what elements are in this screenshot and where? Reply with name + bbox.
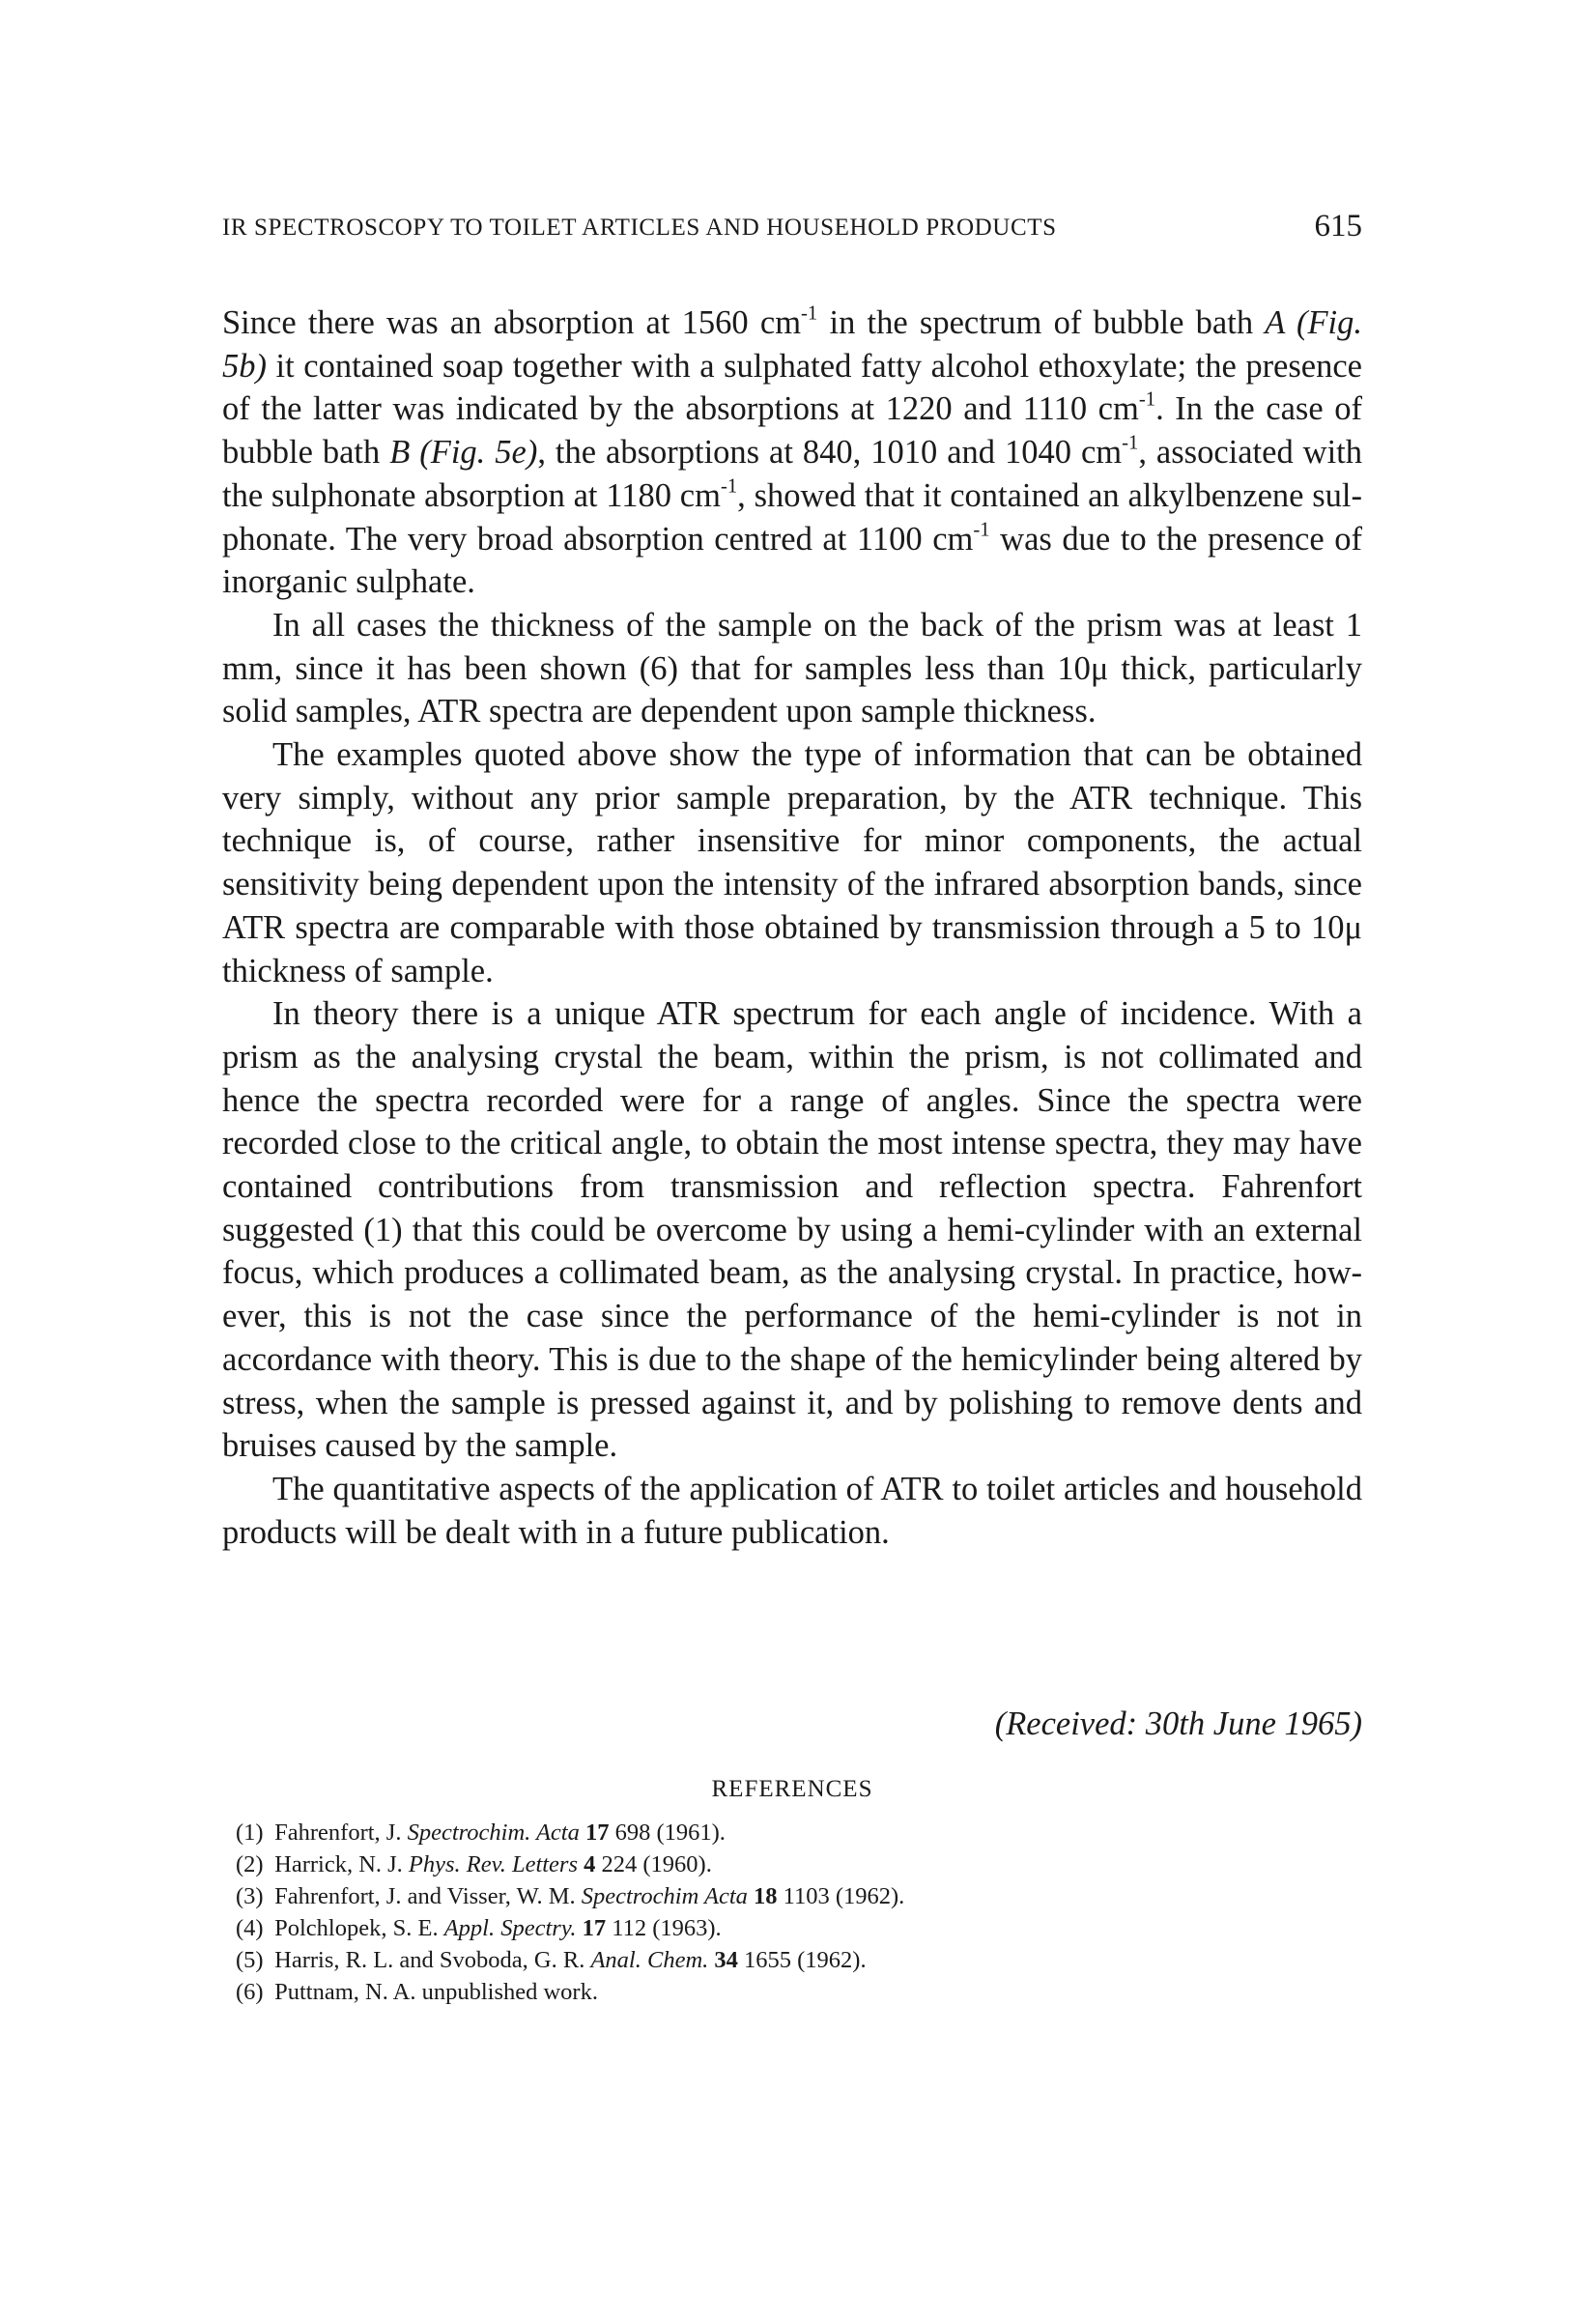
reference-item: [236, 1817, 1362, 1848]
superscript: -1: [973, 519, 990, 541]
reference-volume: 18: [754, 1883, 778, 1909]
text-run: , the absorptions at 840, 1010 and 1040 cm: [537, 434, 1123, 472]
text-run: Since there was an absorption at 1560 cm: [222, 304, 802, 341]
reference-volume: 17: [584, 1820, 610, 1846]
reference-pages-year: 1655 (1962).: [744, 1947, 867, 1973]
reference-volume: 17: [582, 1915, 607, 1941]
running-header: [222, 209, 1362, 244]
reference-pages-year: 1103 (1962).: [783, 1883, 905, 1909]
reference-journal: Phys. Rev. Letters: [408, 1851, 578, 1877]
superscript: -1: [720, 475, 738, 498]
reference-journal: Spectrochim. Acta: [407, 1820, 580, 1846]
reference-item: [236, 1912, 1362, 1944]
reference-authors: Fahrenfort, J. and Visser, W. M.: [274, 1883, 576, 1909]
paragraph-examples: The examples quoted above show the type of information that can be obtained very simply, without any prior sample preparation, by the ATR technique. This technique is, of course, rather insensitive for minor components, the actual sensitivity being dependent upon the intensity of the infrared absorption bands, since ATR spectra are comparable with those obtained by transmission through a 5 to 10μ thickness of sample.: [222, 736, 1362, 989]
reference-journal: Anal. Chem.: [590, 1947, 709, 1973]
reference-authors: Puttnam, N. A. unpublished work.: [274, 1979, 598, 2005]
reference-authors: Polchlopek, S. E.: [274, 1915, 439, 1941]
article-body: [222, 301, 1362, 1554]
reference-pages-year: 224 (1960).: [601, 1851, 712, 1877]
references-heading: REFERENCES: [711, 1776, 873, 1802]
reference-item: [236, 1944, 1362, 1976]
reference-number: (1): [236, 1820, 264, 1846]
reference-volume: 34: [714, 1947, 738, 1973]
text-run: in the spectrum of bubble bath: [817, 304, 1266, 341]
reference-number: (4): [236, 1915, 264, 1941]
reference-item: [236, 1880, 1362, 1912]
figure-reference: B (Fig. 5e): [389, 434, 538, 472]
reference-pages-year: 112 (1963).: [612, 1915, 722, 1941]
superscript: -1: [1138, 388, 1156, 411]
figure-reference: A (Fig. 5b): [222, 304, 1362, 385]
reference-number: (2): [236, 1851, 264, 1877]
received-date: (Received: 30th June 1965): [994, 1705, 1362, 1742]
text-run: it contained soap together with a sulphated fatty alcohol ethoxylate; the presence of the latter was indicated by the absorptions at 1220 and 1110 cm: [222, 347, 1362, 428]
reference-authors: Harrick, N. J.: [274, 1851, 403, 1877]
reference-journal: Spectrochim Acta: [581, 1883, 748, 1909]
reference-authors: Harris, R. L. and Svoboda, G. R.: [274, 1947, 585, 1973]
paragraph-theory: In theory there is a unique ATR spectrum for each angle of incidence. With a prism as the analysing crystal the beam, within the prism, is not collimated and hence the spectra recorded were for a range of angles. Since the spectra were recorded close to the critical angle, to obtain the most intense spectra, they may have contained contributions from transmission and reflection spectra. Fahrenfort suggested (1) that this could be overcome by using a hemi-cylinder with an external focus, which produces a collimated beam, as the analysing crystal. In practice, however, this is not the case since the performance of the hemi-cylinder is not in accordance with theory. This is due to the shape of the hemicylinder being altered by stress, when the sample is pressed against it, and by polishing to remove dents and bruises caused by the sample.: [222, 995, 1362, 1465]
page-number: 615: [1314, 209, 1362, 244]
references-list: [236, 1817, 1362, 2008]
reference-item: [236, 1976, 1362, 2008]
paragraph-bubble-bath: [222, 301, 1362, 604]
reference-number: (3): [236, 1883, 264, 1909]
text-run: , showed that it contained an alkylbenzene sulphonate. The very broad absorption centred at 1100 cm: [222, 476, 1362, 558]
paragraph-quantitative: The quantitative aspects of the application of ATR to toilet articles and household products will be dealt with in a future publication.: [222, 1470, 1362, 1551]
reference-item: [236, 1848, 1362, 1880]
text-run: was due to the presence of inorganic sulphate.: [222, 520, 1362, 601]
reference-authors: Fahrenfort, J.: [274, 1820, 402, 1846]
running-title: IR SPECTROSCOPY TO TOILET ARTICLES AND HOUSEHOLD PRODUCTS: [222, 215, 1057, 241]
reference-volume: 4: [584, 1851, 596, 1877]
text-run: . In the case of bubble bath: [222, 390, 1362, 472]
reference-pages-year: 698 (1961).: [614, 1820, 726, 1846]
superscript: -1: [801, 302, 818, 325]
paragraph-sample-thickness: In all cases the thickness of the sample on the back of the prism was at least 1 mm, since it has been shown (6) that for samples less than 10μ thick, particularly solid samples, ATR spectra are dependent upon sample thickness.: [222, 606, 1362, 731]
superscript: -1: [1122, 432, 1139, 454]
reference-journal: Appl. Spectry.: [443, 1915, 577, 1941]
text-run: , associated with the sulphonate absorption at 1180 cm: [222, 434, 1363, 514]
reference-number: (5): [236, 1947, 264, 1973]
reference-number: (6): [236, 1979, 264, 2005]
